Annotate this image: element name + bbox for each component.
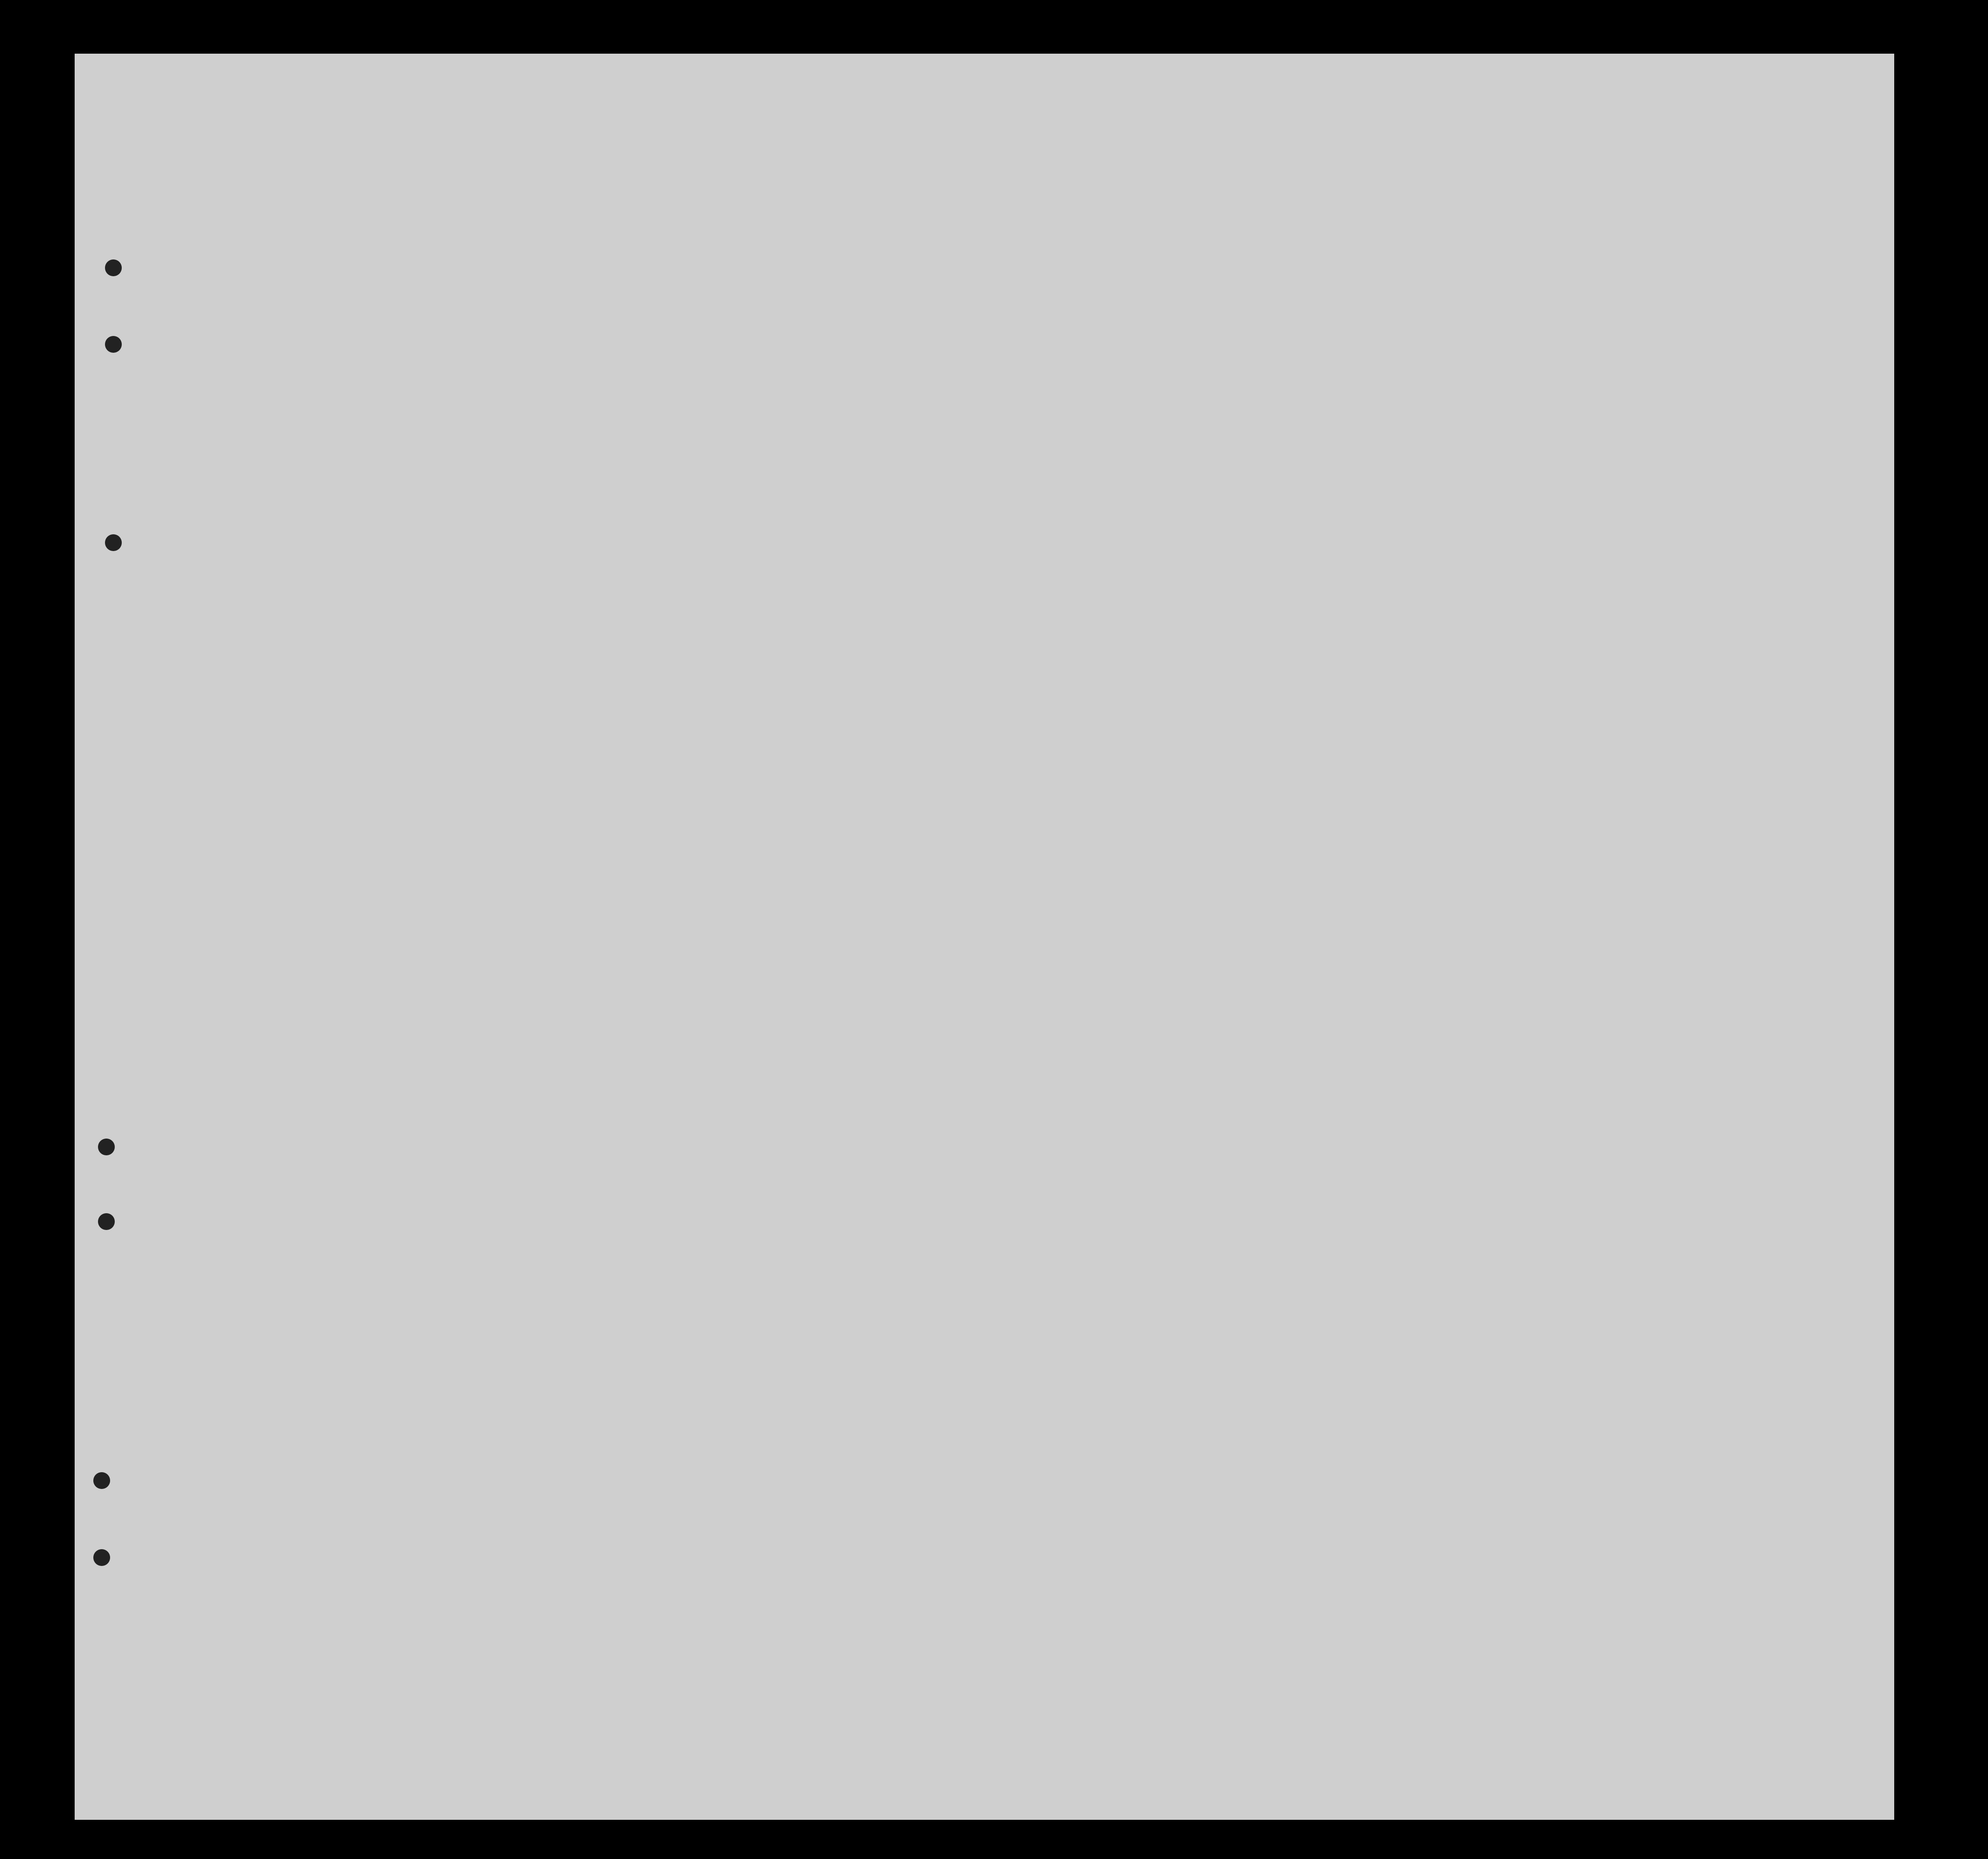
heading-money	[718, 313, 739, 439]
heading-ticket	[604, 313, 632, 439]
heading-polygamist	[1318, 322, 1337, 439]
heading-anarchist	[1348, 322, 1367, 439]
